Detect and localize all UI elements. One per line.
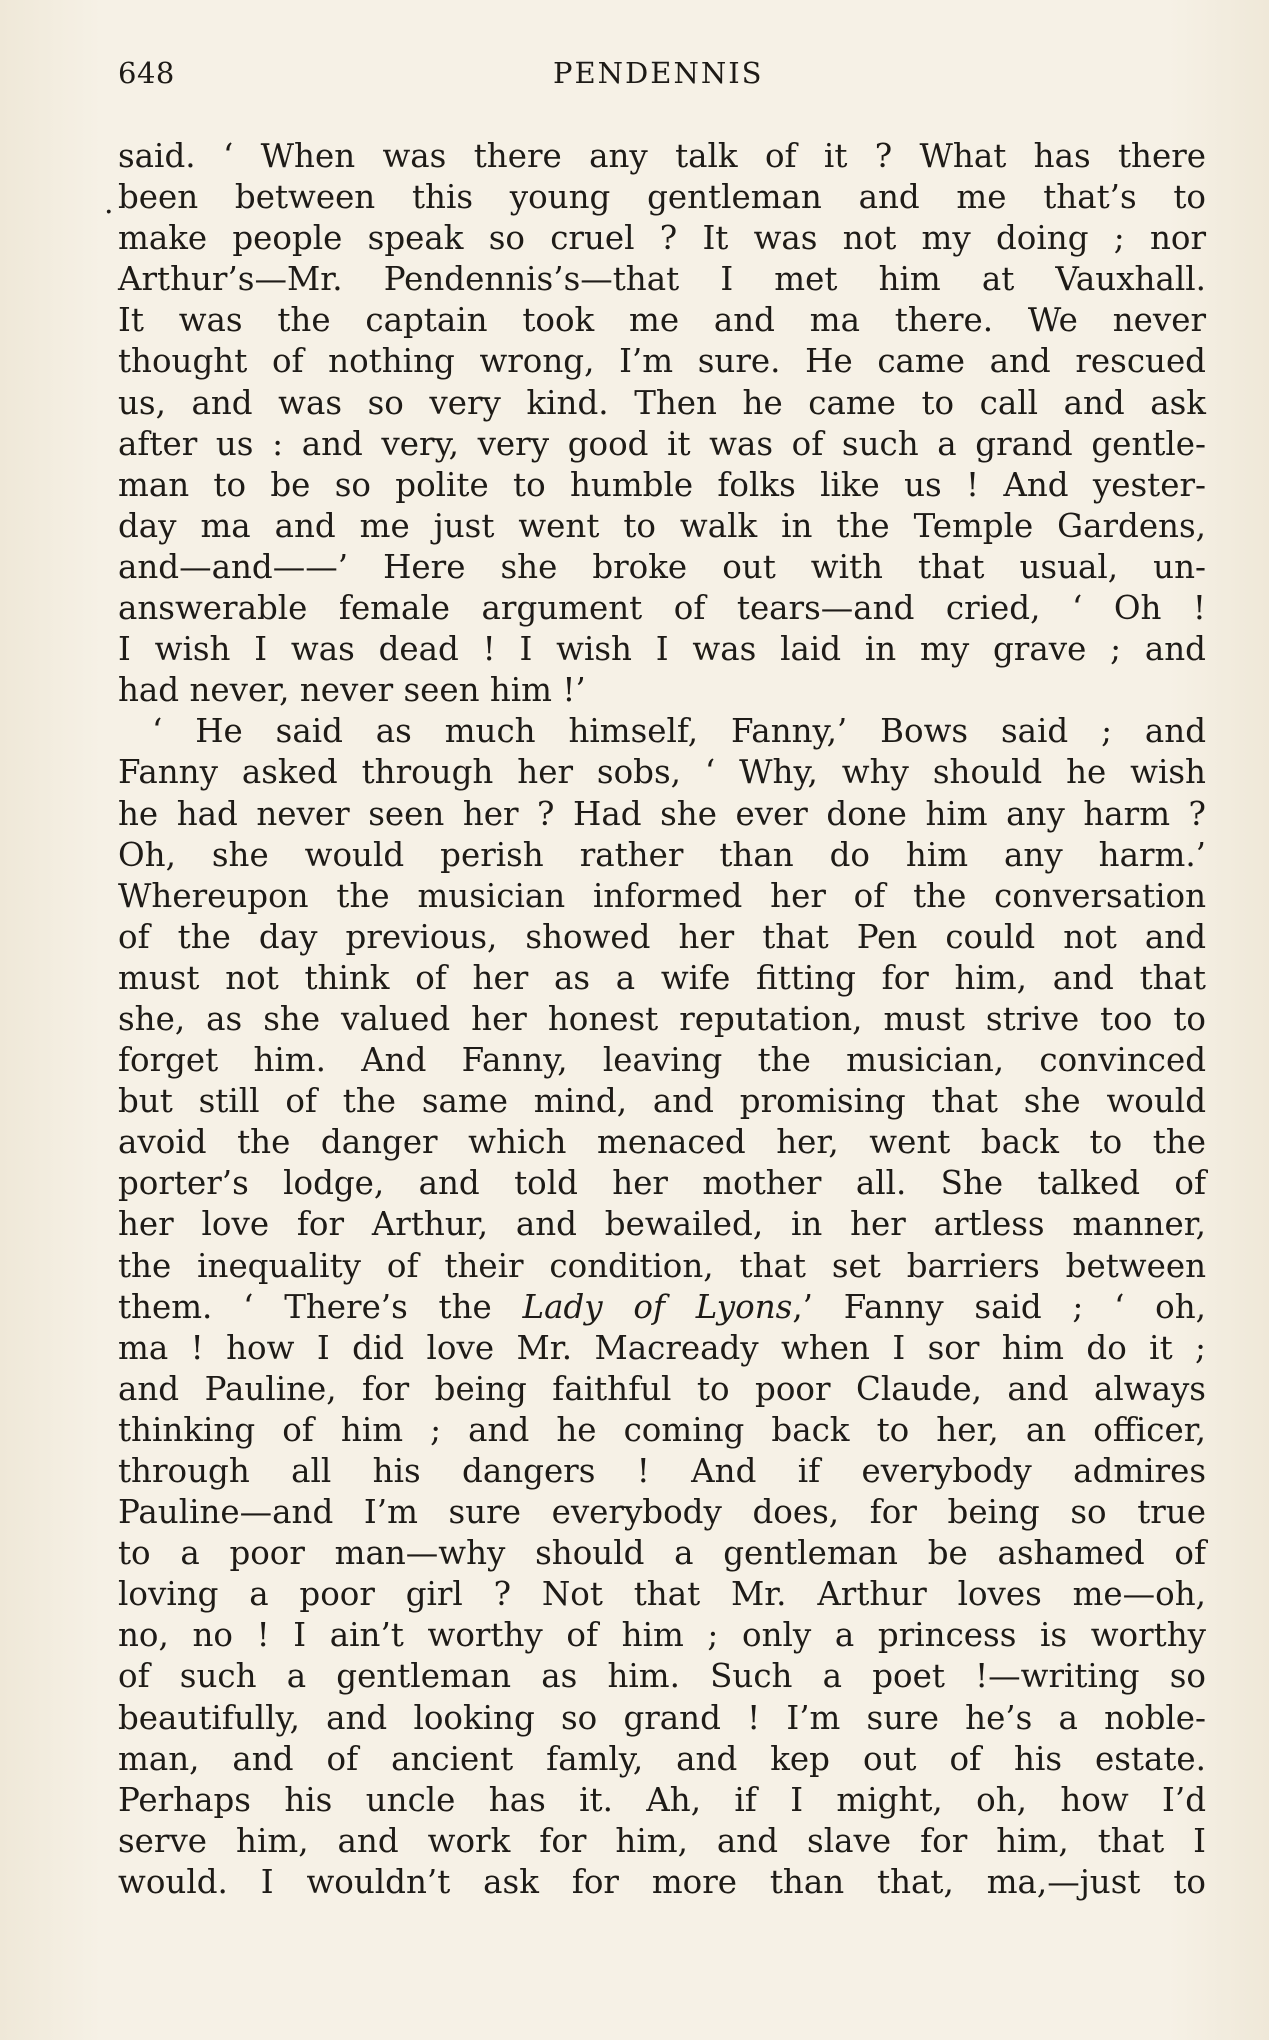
text-line: and Pauline, for being faithful to poor Claude, and always <box>118 1369 1206 1408</box>
text-line: thought of nothing wrong, I’m sure. He came and rescued <box>118 342 1206 381</box>
text-line: I wish I was dead ! I wish I was laid in my grave ; and <box>118 630 1206 669</box>
text-line: day ma and me just went to walk in the Temple Gardens, <box>118 506 1206 545</box>
text-line: Oh, she would perish rather than do him any harm.’ <box>118 835 1206 874</box>
text-line: make people speak so cruel ? It was not my doing ; nor <box>118 219 1206 258</box>
text-line: she, as she valued her honest reputation, must strive too to <box>118 999 1206 1038</box>
text-line: It was the captain took me and ma there. We never <box>118 301 1206 340</box>
text-line: but still of the same mind, and promising that she would <box>118 1082 1206 1121</box>
text-line: porter’s lodge, and told her mother all. She talked of <box>118 1164 1206 1203</box>
text-line: been between this young gentleman and me that’s to <box>118 178 1206 217</box>
text-line: to a poor man—why should a gentleman be ashamed of <box>118 1534 1206 1573</box>
text-line: serve him, and work for him, and slave for him, that I <box>118 1821 1206 1860</box>
text-line: said. ‘ When was there any talk of it ? What has there <box>118 137 1206 175</box>
text-line: ma ! how I did love Mr. Macready when I sor him do it ; <box>118 1328 1206 1367</box>
text-line: us, and was so very kind. Then he came to call and ask <box>118 383 1206 422</box>
text-line: Arthur’s—Mr. Pendennis’s—that I met him at Vauxhall. <box>118 260 1206 299</box>
text-line: must not think of her as a wife fitting for him, and that <box>118 958 1206 997</box>
text-line: had never, never seen him !’ <box>118 671 586 710</box>
text-line: would. I wouldn’t ask for more than that, ma,—just to <box>118 1862 1206 1901</box>
text-line: her love for Arthur, and bewailed, in her artless manner, <box>118 1205 1206 1244</box>
text-line: ‘ He said as much himself, Fanny,’ Bows said ; and <box>152 712 1206 751</box>
text-line: beautifully, and looking so grand ! I’m sure he’s a noble- <box>118 1698 1206 1737</box>
text-line: the inequality of their condition, that set barriers between <box>118 1246 1206 1285</box>
play-title: Lady of Lyons <box>522 1287 793 1326</box>
text-line: avoid the danger which menaced her, went back to the <box>118 1123 1206 1162</box>
text-line: Pauline—and I’m sure everybody does, for being so true <box>118 1493 1206 1532</box>
page-number: 648 <box>118 56 175 90</box>
running-title: PENDENNIS <box>553 56 764 90</box>
page-header <box>118 56 1208 100</box>
text-line: them. ‘ There’s the Lady of Lyons,’ Fanny said ; ‘ oh, <box>118 1287 1207 1326</box>
body-text <box>118 136 1206 1903</box>
text-line: and—and——’ Here she broke out with that usual, un- <box>118 547 1206 586</box>
text-line: Whereupon the musician informed her of the conversation <box>118 876 1206 915</box>
text-line: of such a gentleman as him. Such a poet !—writing so <box>118 1657 1206 1696</box>
text-line: man, and of ancient famly, and kep out of his estate. <box>118 1739 1206 1778</box>
text-line: of the day previous, showed her that Pen could not and <box>118 917 1206 956</box>
text-line: answerable female argument of tears—and cried, ‘ Oh ! <box>118 589 1206 628</box>
text-line: thinking of him ; and he coming back to her, an officer, <box>118 1410 1206 1449</box>
margin-mark: . <box>104 186 114 221</box>
text-line: forget him. And Fanny, leaving the musician, convinced <box>118 1041 1206 1080</box>
text-line: man to be so polite to humble folks like us ! And yester- <box>118 465 1206 504</box>
text-line: loving a poor girl ? Not that Mr. Arthur loves me—oh, <box>118 1575 1206 1614</box>
text-line: Perhaps his uncle has it. Ah, if I might, oh, how I’d <box>118 1780 1206 1819</box>
text-line: Fanny asked through her sobs, ‘ Why, why should he wish <box>118 753 1206 792</box>
text-line: after us : and very, very good it was of such a grand gentle- <box>118 424 1206 463</box>
text-line: through all his dangers ! And if everybody admires <box>118 1452 1206 1490</box>
text-line: no, no ! I ain’t worthy of him ; only a princess is worthy <box>118 1616 1206 1655</box>
text-line: he had never seen her ? Had she ever done him any harm ? <box>118 794 1206 833</box>
